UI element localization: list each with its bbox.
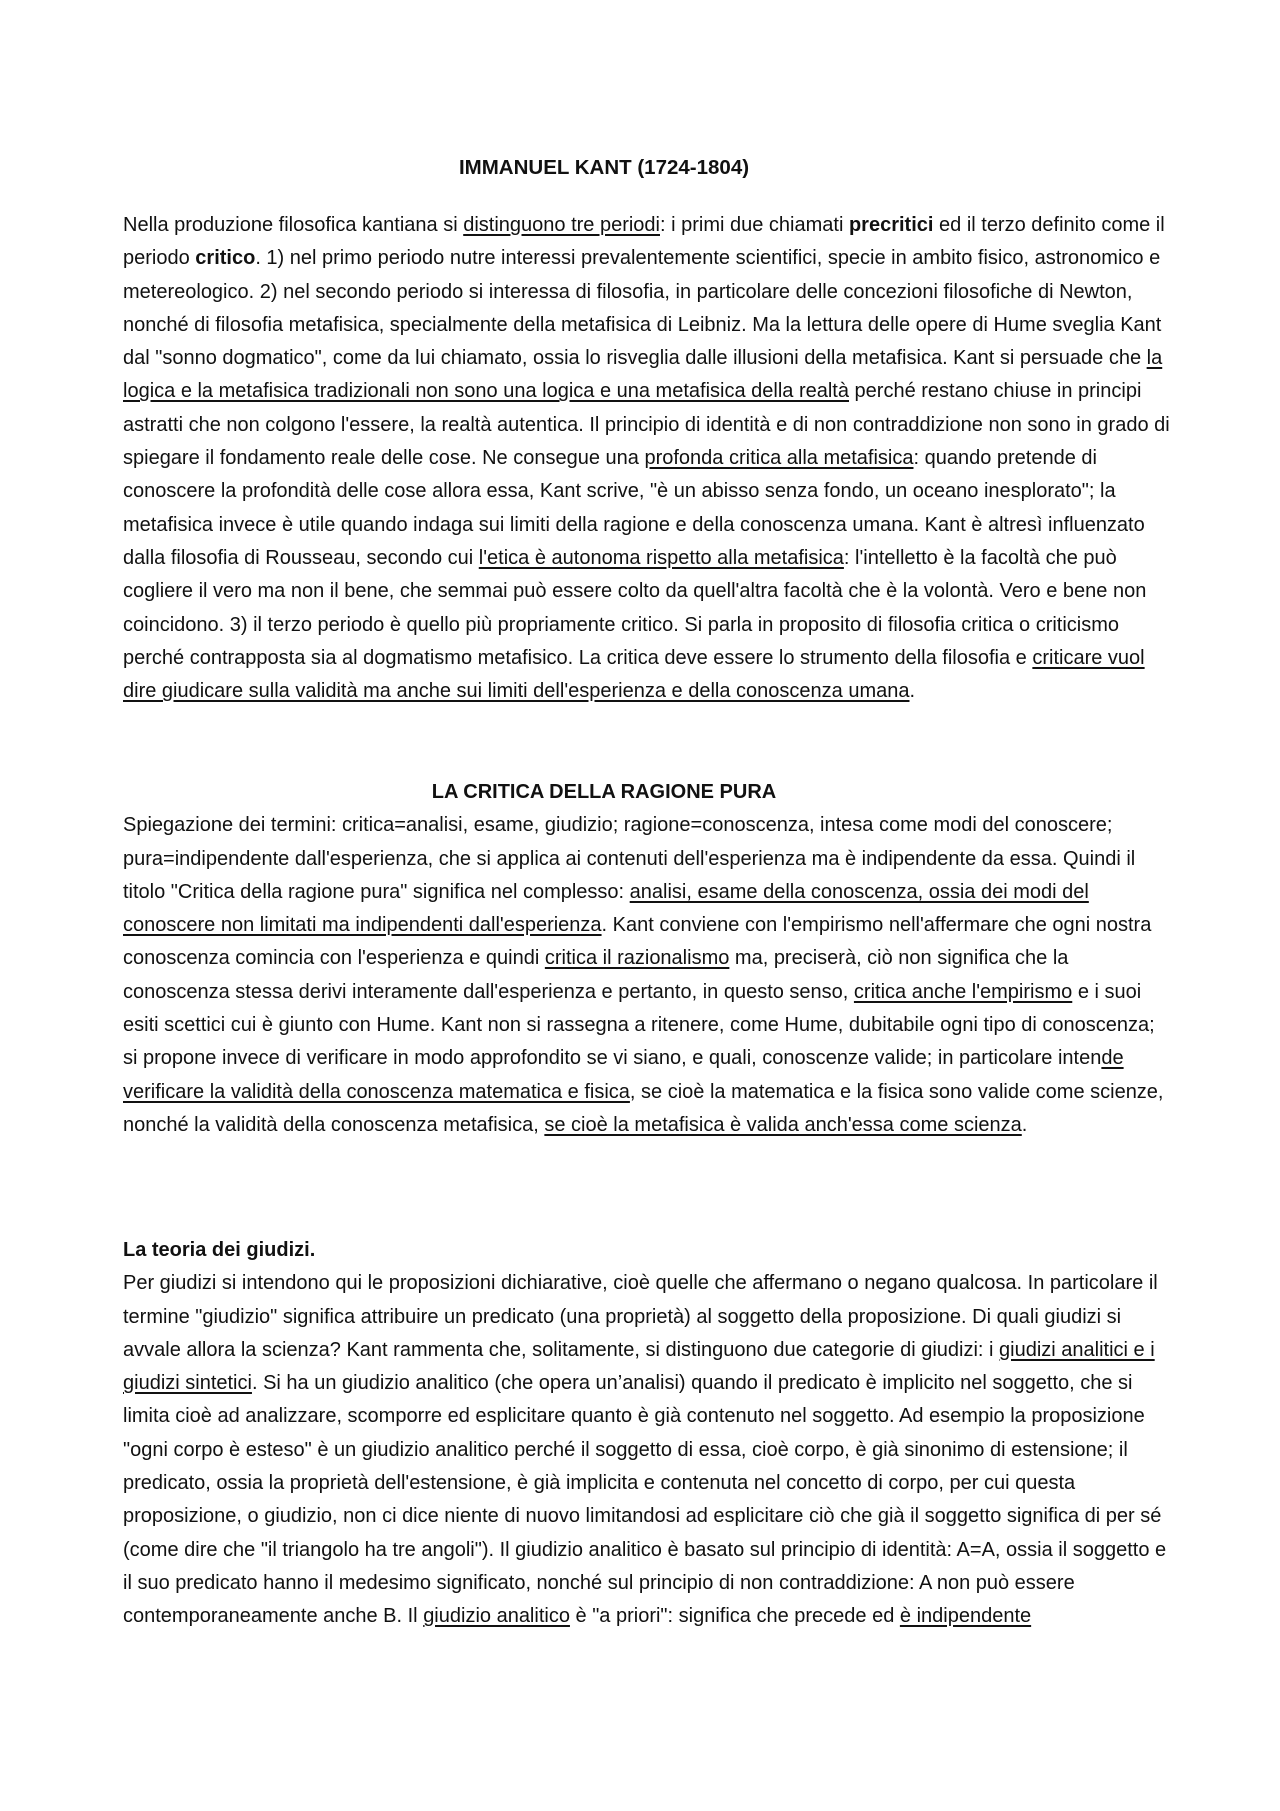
underlined-phrase: giudizi analitici e i giudizi sintetici (123, 1338, 1155, 1395)
text-run: . (1021, 1113, 1028, 1136)
text-run: . Kant conviene con l'empirismo nell'affermare che ogni nostra conoscenza comincia con l'esperienza e quindi (123, 914, 1152, 970)
underlined-phrase: analisi, esame della conoscenza, ossia dei modi del conoscere non limitati ma indipendenti dall'esperienza (123, 880, 1089, 937)
underlined-phrase: distinguono tre periodi (463, 214, 660, 236)
text-run: perché restano chiuse in principi astratti che non colgono l'essere, la realtà autentica. Il principio di identità e di non contraddizione non sono in grado di spiegare il fondamento reale delle cose. Ne consegue una (123, 380, 1170, 470)
text-run: , se cioè la matematica e la fisica sono valide come scienze, nonché la validità della conoscenza metafisica, (123, 1080, 1164, 1136)
paragraph-periods (123, 209, 1171, 708)
text-run: ed il terzo definito come il periodo (123, 214, 1165, 270)
text-run: . 1) nel primo periodo nutre interessi prevalentemente scientifici, specie in ambito fisico, astronomico e metereologico. 2) nel secondo periodo si interessa di filosofia, in particolare delle concezioni filosofiche di Newton, nonché di filosofia metafisica, specialmente della metafisica di Leibniz. Ma la lettura delle opere di Hume sveglia Kant dal "sonno dogmatico", come da lui chiamato, ossia lo risveglia dalle illusioni della metafisica. Kant si persuade che (123, 247, 1162, 370)
text-run: e i suoi esiti scettici cui è giunto con Hume. Kant non si rassegna a ritenere, come Hume, dubitabile ogni tipo di conoscenza; si propone invece di verificare in modo approfondito se vi siano, e quali, conoscenze valide; in particolare inten (123, 980, 1155, 1070)
text-run: : quando pretende di conoscere la profondità delle cose allora essa, Kant scrive, "è un abisso senza fondo, un oceano inesplorato"; la metafisica invece è utile quando indaga sui limiti della ragione e della conoscenza umana. Kant è altresì influenzato dalla filosofia di Rousseau, secondo cui (123, 447, 1145, 569)
section-critica-ragione-pura (123, 776, 1171, 1142)
text-run: : i primi due chiamati (660, 214, 849, 236)
underlined-phrase: de verificare la validità della conoscenza matematica e fisica (123, 1047, 1124, 1103)
bold-term: critico (195, 247, 256, 270)
underlined-phrase: l'etica è autonoma rispetto alla metafisica (478, 546, 844, 569)
text-run: ma, preciserà, ciò non significa che la conoscenza stessa derivi interamente dall'esperienza e pertanto, in questo senso, (123, 947, 1069, 1003)
text-run: Nella produzione filosofica kantiana si (123, 214, 464, 236)
underlined-phrase: criticare vuol dire giudicare sulla validità ma anche sui limiti dell'esperienza e della conoscenza umana (123, 646, 1145, 703)
section-heading: LA CRITICA DELLA RAGIONE PURA (431, 781, 777, 803)
text-run: è "a priori": significa che precede ed (569, 1605, 900, 1628)
document-title: IMMANUEL KANT (1724-1804) (458, 156, 750, 179)
underlined-phrase: profonda critica alla metafisica (644, 447, 914, 470)
text-run: Per giudizi si intendono qui le proposizioni dichiarative, cioè quelle che affermano o negano qualcosa. In particolare il termine "giudizio" significa attribuire un predicato (una proprietà) al soggetto della proposizione. Di quali giudizi si avvale allora la scienza? Kant rammenta che, solitamente, si distinguono due categorie di giudizi: i (123, 1272, 1158, 1361)
section-teoria-giudizi (123, 1234, 1171, 1634)
section-periods (123, 209, 1171, 708)
section-heading: La teoria dei giudizi. (123, 1239, 316, 1261)
underlined-phrase: giudizio analitico (423, 1605, 570, 1628)
text-run: . (909, 680, 916, 703)
underlined-phrase: la logica e la metafisica tradizionali non sono una logica e una metafisica della realtà (123, 347, 1163, 403)
underlined-phrase: critica il razionalismo (544, 947, 730, 970)
bold-term: precritici (848, 214, 934, 236)
underlined-phrase: se cioè la metafisica è valida anch'essa come scienza (544, 1113, 1022, 1136)
underlined-phrase: è indipendente (899, 1605, 1032, 1628)
underlined-phrase: critica anche l'empirismo (853, 980, 1073, 1003)
text-run: : l'intelletto è la facoltà che può cogliere il vero ma non il bene, che semmai può essere colto da quell'altra facoltà che è la volontà. Vero e bene non coincidono. 3) il terzo periodo è quello più propriamente critico. Si parla in proposito di filosofia critica o criticismo perché contrapposta sia al dogmatismo metafisico. La critica deve essere lo strumento della filosofia e (123, 546, 1147, 669)
text-run: Spiegazione dei termini: critica=analisi, esame, giudizio; ragione=conoscenza, intesa come modi del conoscere; pura=indipendente dall'esperienza, che si applica ai contenuti dell'esperienza ma è indipendente da essa. Quindi il titolo "Critica della ragione pura" significa nel complesso: (123, 814, 1136, 903)
text-run: . Si ha un giudizio analitico (che opera un’analisi) quando il predicato è implicito nel soggetto, che si limita cioè ad analizzare, scomporre ed esplicitare quanto è già contenuto nel soggetto. Ad esempio la proposizione "ogni corpo è esteso" è un giudizio analitico perché il soggetto di essa, cioè corpo, è già sinonimo di estensione; il predicato, ossia la proprietà dell'estensione, è già implicita e contenuta nel concetto di corpo, per cui questa proposizione, o giudizio, non ci dice niente di nuovo limitandosi ad esplicitare ciò che già il soggetto significa di per sé (come dire che "il triangolo ha tre angoli"). Il giudizio analitico è basato sul principio di identità: A=A, ossia il soggetto e il suo predicato hanno il medesimo significato, nonché sul principio di non contraddizione: A non può essere contemporaneamente anche B. Il (123, 1372, 1167, 1628)
paragraph-giudizi (123, 1267, 1171, 1633)
paragraph-critica (123, 809, 1171, 1142)
